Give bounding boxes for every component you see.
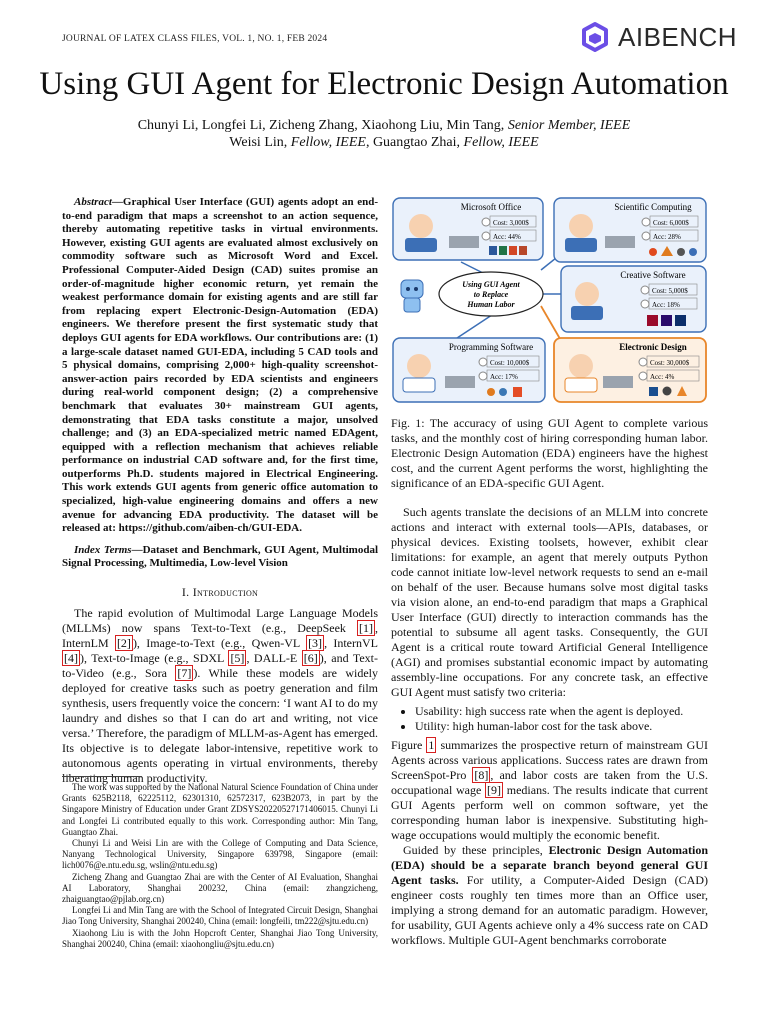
panel-title: Microsoft Office <box>460 202 522 212</box>
index-terms-label: Index Terms <box>74 543 132 556</box>
aibench-logo-icon <box>578 20 612 54</box>
criteria-item: • Usability: high success rate when the agent is deployed. <box>415 704 708 719</box>
author-list <box>0 117 768 151</box>
emphasis-text: Electronic Design Automation (EDA) should be a separate branch beyond general GUI Agent tasks. <box>391 843 708 887</box>
authors-names-2a: Weisi Lin, <box>229 135 288 150</box>
svg-text:Cost: 3,000$: Cost: 3,000$ <box>493 219 529 227</box>
svg-text:Human Labor: Human Labor <box>467 300 515 309</box>
speech-bubble <box>439 272 543 316</box>
figure-caption: Fig. 1: The accuracy of using GUI Agent to complete various tasks, and the monthly cost of hiring corresponding human labor. Electronic Design Automation (EDA) engineers have the highest cost, and the current Agent performs the worst, highlighting the significance of an EDA-specific GUI Agent. <box>391 416 708 490</box>
svg-text:to Replace: to Replace <box>473 290 509 299</box>
citation-link[interactable]: [3] <box>308 636 323 651</box>
panel-microsoft-office <box>393 198 543 260</box>
intro-paragraph-1: The rapid evolution of Multimodal Large Language Models (MLLMs) now spans Text-to-Text (e.g., DeepSeek [1] , InternLM [2] ), Image-to-Text (e.g., Qwen-VL [3] , InternVL [4] ), Text-to-Image (e.g., SDXL [5] , DALL-E [6] ), and Text-to-Video (e.g., Sora [7] ). While these models are widely deployed for creative tasks such as poetry generation and film synthesis, users frequently voice the concern: ‘I want AI to do my laundry and dishes so that I can do art and writing, not vice versa.’ Therefore, the paradigm of MLLM-as-Agent has emerged. Its objective is to delegate labor-intensive, repetitive work to autonomous agents operating in virtual environments, thereby liberating human productivity. <box>62 606 378 786</box>
citation-link[interactable]: [5] <box>230 651 245 666</box>
left-column <box>62 196 378 786</box>
right-paragraph-3: Guided by these principles, Electronic Design Automation (EDA) should be a separate branch beyond general GUI Agent tasks. For utility, a Computer-Aided Design (CAD) engineer costs roughly ten times more than an Office user, implying a strong demand for an automatic paradigm. However, for usability, GUI Agents achieve only a 4% success rate on CAD workflows. Multiple GUI-Agent benchmarks corroborate <box>391 843 709 947</box>
svg-text:Cost: 30,000$: Cost: 30,000$ <box>650 359 690 367</box>
aibench-logo <box>578 20 737 54</box>
footnote-affiliation: Longfei Li and Min Tang are with the School of Integrated Circuit Design, Shanghai Jiao Tong University, Shanghai 200240, China (email: longfeili, tm222@sjtu.edu.cn) <box>62 905 378 927</box>
abstract-text: —Graphical User Interface (GUI) agents adopt an end-to-end paradigm that maps a screenshot to an action sequence, thereby automating repetitive tasks in virtual environments. However, existing GUI agents are evaluated almost exclusively on commodity software such as Microsoft Word and Excel. Professional Computer-Aided Design (CAD) suites promise an order-of-magnitude higher economic return, yet remain the weakest performance domain for existing agents and are still far from replacing expert Electronic-Design-Automation (EDA) engineers. We therefore present the first systematic study that deploys GUI agents for EDA workflows. Our contributions are: (1) a large-scale dataset named GUI-EDA, including 5 CAD tools and 5 physical domains, comprising 2,000+ high-quality screenshot-answer-action pairs recorded by EDA scientists and engineers during real-world component design; (2) a comprehensive benchmark that evaluates 30+ mainstream GUI agents, demonstrating that EDA tasks constitute a major, unsolved challenge; and (3) an EDA-specialized metric named EDAgent, equipped with a reflection mechanism that achieves reliable performance on industrial CAD software and, for the first time, outperforms Ph.D. students majored in Electrical Engineering. This work extends GUI agents from generic office automation to specialized, high-value engineering domains and offers a new avenue for advancing EDA productivity. The dataset will be released at: https://github.com/aiben-ch/GUI-EDA. <box>62 196 378 535</box>
svg-text:Programming Software: Programming Software <box>448 342 534 352</box>
section-number: I. <box>181 585 190 600</box>
footnote-affiliation: Chunyi Li and Weisi Lin are with the College of Computing and Data Science, Nanyang Technological University, Singapore 639798, Singapore (email: lich0076@e.ntu.edu.sg, wslin@ntu.edu.sg) <box>62 838 378 871</box>
svg-text:Electronic Design: Electronic Design <box>619 342 687 352</box>
svg-text:Cost: 10,000$: Cost: 10,000$ <box>490 359 530 367</box>
citation-link[interactable]: [4] <box>64 651 78 666</box>
footnotes <box>62 782 378 950</box>
panel-scientific-computing <box>554 198 706 262</box>
criteria-item: • Utility: high human-labor cost for the task above. <box>415 719 708 734</box>
citation-link[interactable]: [6] <box>303 651 318 666</box>
author-line-1 <box>0 117 768 134</box>
figure-link[interactable]: 1 <box>428 738 435 752</box>
citation-link[interactable]: [1] <box>359 621 373 636</box>
right-paragraph-2: Figure 1 summarizes the prospective return of mainstream GUI Agents across various applications. Success rates are drawn from ScreenSpot-Pro [8] , and labor costs are taken from the U.S. occupational wage [9] medians. The results indicate that current GUI Agents perform well on common software, yet the corresponding human labor is inexpensive. Substituting high-wage occupations would multiply the economic benefit. <box>391 738 709 842</box>
footnote-rule <box>62 776 142 777</box>
svg-text:Using GUI Agent: Using GUI Agent <box>462 280 520 289</box>
authors-names-2b: , Guangtao Zhai, <box>365 135 461 150</box>
citation-link[interactable]: [8] <box>474 768 489 782</box>
center-robot <box>401 280 423 312</box>
svg-text:Acc: 4%: Acc: 4% <box>650 373 675 381</box>
author-role-2a: Fellow, IEEE <box>290 135 366 150</box>
running-head: JOURNAL OF LATEX CLASS FILES, VOL. 1, NO. 1, FEB 2024 <box>62 34 328 44</box>
svg-text:Cost: 6,000$: Cost: 6,000$ <box>653 219 689 227</box>
index-terms <box>62 544 378 571</box>
author-role-2b: Fellow, IEEE <box>463 135 539 150</box>
section-title: Introduction <box>192 585 259 600</box>
abstract <box>62 196 378 536</box>
citation-link[interactable]: [7] <box>177 666 192 681</box>
right-paragraph-1: Such agents translate the decisions of an MLLM into concrete actions and interact with external tools—APIs, databases, or physical devices. Existing toolsets, however, exhibit clear limitations: for example, an agent that merely outputs Python code cannot initiate low-level network requests to send an e-mail on behalf of the user. Because humans solve most digital tasks via vision alone, an end-to-end paradigm that maps a Graphical User Interface (GUI) directly to interaction commands has the potential to subsume all agent tasks. Consequently, the GUI Agent is a critical route toward Artificial General Intelligence (AGI) and promises substantial economic impact by automating assembly-line occupations. For any concrete task, an effective GUI Agent must satisfy two criteria: <box>391 505 708 699</box>
paper-title: Using GUI Agent for Electronic Design Automation <box>39 66 729 102</box>
footnote-funding: The work was supported by the National Natural Science Foundation of China under Grants 625B2118, 62225112, 62301310, 62572317, 623B2073, in part by the Singapore Ministry of Education under Grant ZDSYS20220527171406015. Chunyi Li and Longfei Li contributed equally to this work. Corresponding author: Min Tang, Guangtao Zhai. <box>62 782 378 837</box>
svg-text:Creative Software: Creative Software <box>620 270 686 280</box>
svg-text:Acc: 28%: Acc: 28% <box>653 233 681 241</box>
aibench-logo-text: AIBENCH <box>618 21 738 52</box>
svg-text:Acc: 44%: Acc: 44% <box>493 233 521 241</box>
abstract-label: Abstract <box>74 196 112 208</box>
footnote-affiliation: Zicheng Zhang and Guangtao Zhai are with the Center of AI Evaluation, Shanghai AI Laboratory, Shanghai 200232, China (email: zhangzicheng, zhaiguangtao@pjlab.org.cn) <box>62 871 378 905</box>
figure-1-graphic <box>391 194 708 406</box>
panel-programming-software <box>393 338 545 402</box>
index-terms-text: —Dataset and Benchmark, GUI Agent, Multimodal Signal Processing, Multimedia, Low-level Vision <box>62 543 379 570</box>
author-role-1: Senior Member, IEEE <box>507 118 631 133</box>
criteria-list <box>391 704 708 734</box>
figure-1 <box>391 194 708 406</box>
section-heading-introduction <box>62 585 378 600</box>
svg-text:Acc: 18%: Acc: 18% <box>652 301 680 309</box>
authors-names-1: Chunyi Li, Longfei Li, Zicheng Zhang, Xiaohong Liu, Min Tang, <box>137 118 505 133</box>
citation-link[interactable]: [9] <box>487 783 502 797</box>
svg-text:Acc: 17%: Acc: 17% <box>490 373 518 381</box>
author-line-2 <box>0 134 768 151</box>
right-column <box>391 505 708 948</box>
svg-text:Cost: 5,000$: Cost: 5,000$ <box>652 287 688 295</box>
citation-link[interactable]: [2] <box>116 636 131 651</box>
panel-electronic-design <box>554 338 706 402</box>
svg-text:Scientific Computing: Scientific Computing <box>614 202 692 212</box>
panel-creative-software <box>561 266 706 332</box>
footnote-affiliation: Xiaohong Liu is with the John Hopcroft Center, Shanghai Jiao Tong University, Shanghai 200240, China (email: xiaohongliu@sjtu.edu.cn) <box>62 927 378 949</box>
